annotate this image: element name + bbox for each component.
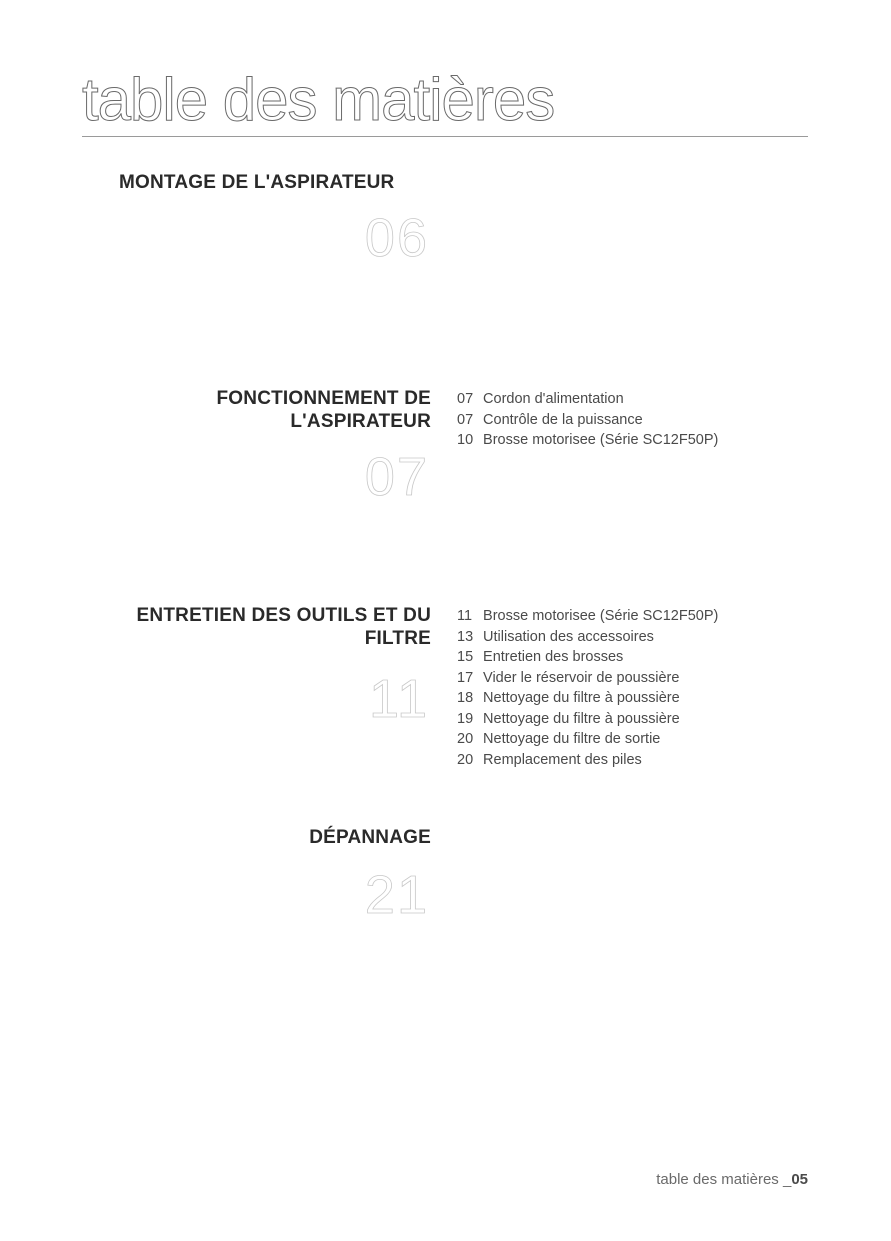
footer-page-number: 05 (791, 1171, 808, 1188)
toc-entry[interactable] (457, 668, 718, 689)
toc-entry[interactable] (457, 389, 718, 410)
entry-title: Brosse motorisee (Série SC12F50P) (483, 608, 719, 624)
toc-entry[interactable] (457, 430, 718, 451)
section-heading-line1: FONCTIONNEMENT DE (216, 388, 431, 409)
toc-entry[interactable] (457, 709, 718, 730)
entry-page-number: 15 (457, 649, 474, 665)
toc-entry[interactable] (457, 627, 718, 648)
entry-page-number: 13 (457, 628, 474, 645)
entry-page-number: 19 (457, 710, 474, 727)
entry-title: Brosse motorisee (Série SC12F50P) (483, 432, 719, 448)
section-number: 07 (364, 447, 429, 507)
entry-page-number: 10 (457, 432, 474, 448)
section-number: 11 (368, 669, 429, 729)
section-entries (457, 606, 718, 770)
entry-page-number: 20 (457, 731, 474, 747)
toc-entry[interactable] (457, 688, 718, 709)
entry-title: Cordon d'alimentation (483, 391, 624, 407)
entry-page-number: 18 (457, 690, 474, 706)
section-heading-line2: FILTRE (364, 628, 431, 649)
entry-title: Nettoyage du filtre à poussière (483, 690, 680, 706)
section-number: 21 (364, 865, 429, 925)
toc-entry[interactable] (457, 750, 718, 771)
entry-title: Nettoyage du filtre de sortie (483, 731, 661, 747)
section-heading: MONTAGE DE L'ASPIRATEUR (119, 172, 395, 193)
entry-page-number: 11 (457, 608, 473, 624)
section-entries (457, 389, 718, 451)
section-heading: DÉPANNAGE (309, 827, 431, 848)
toc-entry[interactable] (457, 606, 718, 627)
section-heading-line1: ENTRETIEN DES OUTILS ET DU (136, 605, 431, 626)
toc-entry[interactable] (457, 647, 718, 668)
section-heading (31, 387, 431, 433)
entry-title: Nettoyage du filtre à poussière (483, 710, 680, 727)
title-divider (82, 136, 808, 137)
entry-page-number: 07 (457, 391, 474, 407)
entry-title: Vider le réservoir de poussière (483, 669, 680, 686)
section-heading (31, 604, 431, 650)
section-heading-line2: L'ASPIRATEUR (290, 411, 431, 432)
entry-title: Contrôle de la puissance (483, 411, 643, 428)
entry-title: Remplacement des piles (483, 751, 642, 768)
toc-entry[interactable] (457, 410, 718, 431)
footer-label: table des matières _ (656, 1171, 792, 1188)
entry-title: Utilisation des accessoires (483, 628, 654, 645)
section-number: 06 (364, 208, 429, 268)
toc-entry[interactable] (457, 729, 718, 750)
entry-page-number: 17 (457, 669, 474, 686)
entry-page-number: 07 (457, 411, 474, 428)
page-footer (656, 1171, 808, 1188)
entry-page-number: 20 (457, 751, 474, 768)
page-title: table des matières (82, 66, 555, 133)
entry-title: Entretien des brosses (483, 649, 624, 665)
